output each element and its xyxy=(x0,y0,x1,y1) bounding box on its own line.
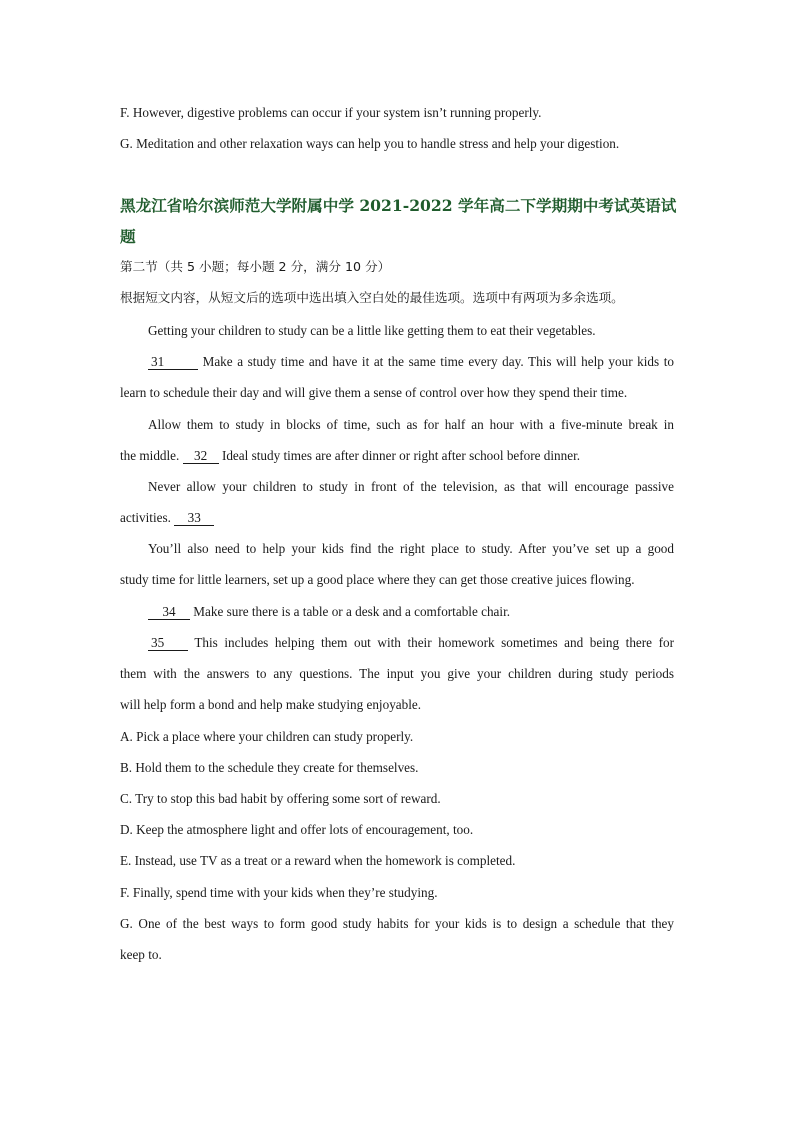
option-g: G. One of the best ways to form good study habits for your kids is to design a schedule that they xyxy=(120,916,674,931)
passage-paragraph-1: Getting your children to study can be a little like getting them to eat their vegetables. xyxy=(148,323,596,338)
blank-35: 35 xyxy=(148,636,188,651)
section-instructions: 根据短文内容，从短文后的选项中选出填入空白处的最佳选项。选项中有两项为多余选项。 xyxy=(120,290,624,305)
passage-paragraph-7-line-2: them with the answers to any questions. The input you give your children during study periods xyxy=(120,666,674,681)
prev-option-f: F. However, digestive problems can occur if your system isn’t running properly. xyxy=(120,105,542,120)
passage-paragraph-6 xyxy=(148,605,674,620)
paragraph-3-text-b: Ideal study times are after dinner or right after school before dinner. xyxy=(221,448,581,463)
option-e: E. Instead, use TV as a treat or a reward when the homework is completed. xyxy=(120,853,516,868)
prev-option-g: G. Meditation and other relaxation ways can help you to handle stress and help your digestion. xyxy=(120,136,620,151)
option-c: C. Try to stop this bad habit by offering some sort of reward. xyxy=(120,791,441,806)
passage-paragraph-7 xyxy=(148,636,674,651)
paragraph-2-text: Make a study time and have it at the same time every day. This will help your kids to xyxy=(202,354,675,369)
blank-31: 31 xyxy=(148,355,198,370)
section-subtitle: 第二节（共 5 小题；每小题 2 分，满分 10 分） xyxy=(120,259,391,274)
blank-34: 34 xyxy=(148,605,190,620)
option-g-line-2: keep to. xyxy=(120,947,162,962)
paragraph-4-text: activities. xyxy=(120,510,171,525)
paragraph-3-text-a: the middle. xyxy=(120,448,180,463)
option-d: D. Keep the atmosphere light and offer lots of encouragement, too. xyxy=(120,822,474,837)
section-title-continued: 题 xyxy=(120,227,136,246)
paragraph-6-text: Make sure there is a table or a desk and a comfortable chair. xyxy=(193,604,511,619)
passage-paragraph-3: Allow them to study in blocks of time, such as for half an hour with a five-minute break in xyxy=(148,417,674,432)
blank-33: 33 xyxy=(174,511,214,526)
paragraph-7-text: This includes helping them out with their homework sometimes and being there for xyxy=(194,635,674,650)
option-b: B. Hold them to the schedule they create for themselves. xyxy=(120,760,419,775)
passage-paragraph-4-line-2 xyxy=(120,511,674,526)
passage-paragraph-2 xyxy=(148,355,674,370)
passage-paragraph-5-line-2: study time for little learners, set up a good place where they can get those creative juices flowing. xyxy=(120,572,635,587)
passage-paragraph-3-line-2 xyxy=(120,449,674,464)
blank-32: 32 xyxy=(183,449,219,464)
passage-paragraph-7-line-3: will help form a bond and help make studying enjoyable. xyxy=(120,697,422,712)
passage-paragraph-2-line-2: learn to schedule their day and will give them a sense of control over how they spend their time. xyxy=(120,385,628,400)
passage-paragraph-5: You’ll also need to help your kids find the right place to study. After you’ve set up a good xyxy=(148,541,674,556)
option-f: F. Finally, spend time with your kids when they’re studying. xyxy=(120,885,438,900)
section-title: 黑龙江省哈尔滨师范大学附属中学 2021-2022 学年高二下学期期中考试英语试 xyxy=(120,196,677,215)
option-a: A. Pick a place where your children can study properly. xyxy=(120,729,414,744)
passage-paragraph-4: Never allow your children to study in front of the television, as that will encourage passive xyxy=(148,479,674,494)
